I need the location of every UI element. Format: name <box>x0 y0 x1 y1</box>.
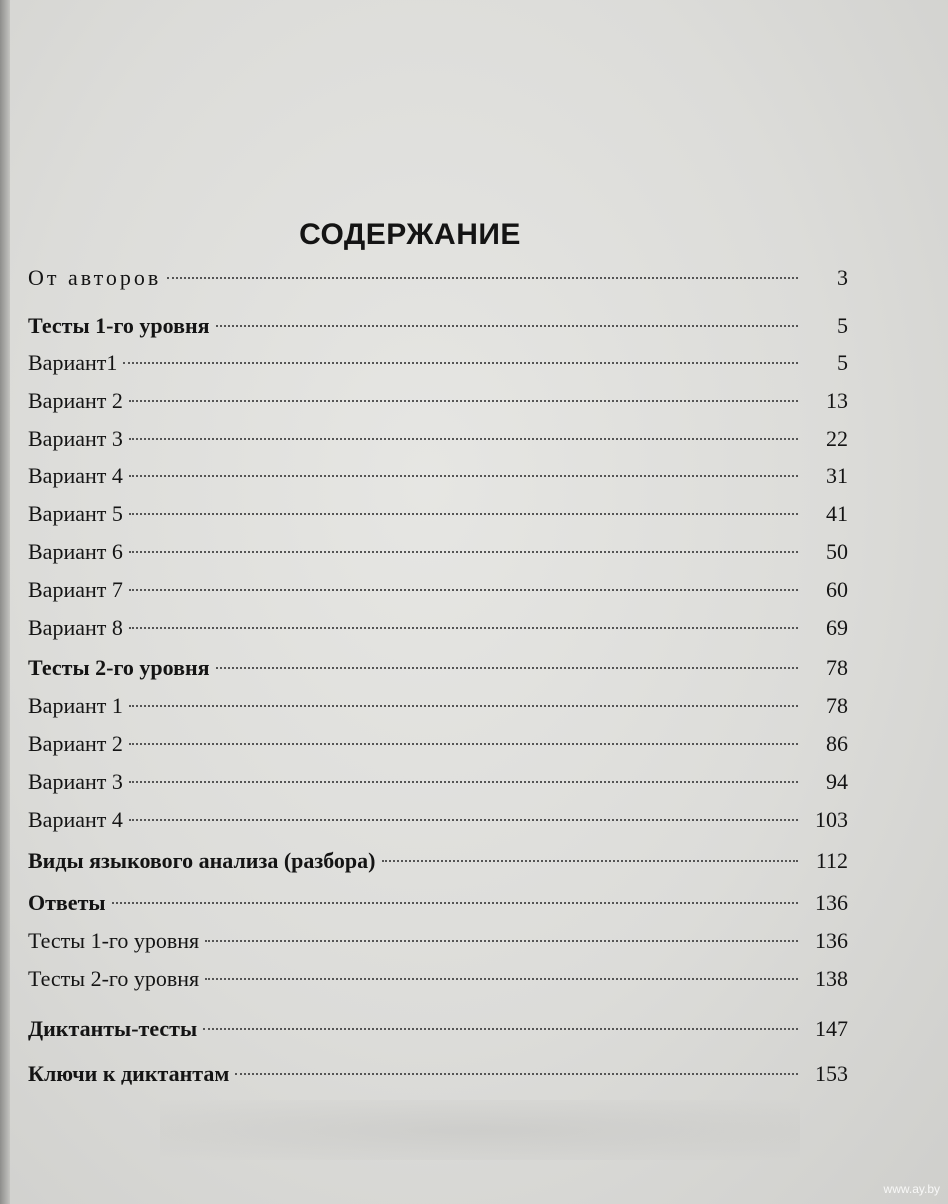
toc-page-number: 136 <box>815 890 848 915</box>
toc-row-answers-level-1 <box>28 926 848 956</box>
toc-row-variant <box>28 691 848 721</box>
toc-leader-dots <box>205 940 798 942</box>
toc-row-variant <box>28 613 848 643</box>
toc-row-tests-level-1 <box>28 311 848 341</box>
toc-row-variant <box>28 575 848 605</box>
toc-leader-dots <box>129 705 798 707</box>
toc-label: Вариант 3 <box>28 769 123 794</box>
toc-row-variant <box>28 461 848 491</box>
toc-leader-dots <box>216 325 798 327</box>
toc-row-language-analysis <box>28 846 848 876</box>
toc-leader-dots <box>129 475 798 477</box>
toc-leader-dots <box>129 627 798 629</box>
toc-leader-dots <box>205 978 798 980</box>
toc-label: Диктанты-тесты <box>28 1016 198 1041</box>
toc-page-number: 50 <box>826 539 848 564</box>
toc-label: Вариант 5 <box>28 501 123 526</box>
toc-row-variant <box>28 729 848 759</box>
toc-page-number: 22 <box>826 426 848 451</box>
toc-row-variant <box>28 537 848 567</box>
toc-row-variant <box>28 348 848 378</box>
toc-label: Вариант 2 <box>28 731 123 756</box>
toc-leader-dots <box>112 902 798 904</box>
toc-page-number: 41 <box>826 501 848 526</box>
toc-label: Вариант 3 <box>28 426 123 451</box>
toc-page-number: 86 <box>826 731 848 756</box>
toc-label: Вариант 4 <box>28 807 123 832</box>
toc-page-number: 5 <box>837 313 848 338</box>
toc-row-answers <box>28 888 848 918</box>
bleed-through-smudge <box>160 1100 800 1160</box>
toc-leader-dots <box>129 743 798 745</box>
toc-page-number: 60 <box>826 577 848 602</box>
toc-page-number: 31 <box>826 463 848 488</box>
toc-page-number: 112 <box>815 848 848 873</box>
toc-leader-dots <box>235 1073 798 1075</box>
page-title: СОДЕРЖАНИЕ <box>299 218 521 251</box>
toc-page-number: 153 <box>815 1061 848 1086</box>
toc-label: Вариант 6 <box>28 539 123 564</box>
toc-leader-dots <box>167 277 798 279</box>
toc-page-number: 147 <box>815 1016 848 1041</box>
toc-label: Вариант 2 <box>28 388 123 413</box>
watermark: www.ay.by <box>883 1182 940 1196</box>
page-edge-shadow <box>0 0 10 1204</box>
toc-leader-dots <box>129 589 798 591</box>
toc-leader-dots <box>216 667 798 669</box>
toc-leader-dots <box>129 781 798 783</box>
toc-row-dictations <box>28 1014 848 1044</box>
toc-label: Вариант 8 <box>28 615 123 640</box>
toc-label: Тесты 1-го уровня <box>28 928 200 953</box>
toc-label: Вариант 7 <box>28 577 123 602</box>
toc-leader-dots <box>129 551 798 553</box>
toc-leader-dots <box>382 860 799 862</box>
toc-leader-dots <box>129 400 798 402</box>
toc-page-number: 138 <box>815 966 848 991</box>
toc-label: Тесты 2-го уровня <box>28 966 200 991</box>
toc-label: Тесты 2-го уровня <box>28 655 210 680</box>
toc-row-answers-level-2 <box>28 964 848 994</box>
toc-row-variant <box>28 805 848 835</box>
toc-row-dictation-keys <box>28 1059 848 1089</box>
toc-label: Ключи к диктантам <box>28 1061 230 1086</box>
toc-label: Виды языкового анализа (разбора) <box>28 848 376 873</box>
toc-row-variant <box>28 386 848 416</box>
toc-row-from-authors <box>28 263 848 293</box>
toc-row-variant <box>28 499 848 529</box>
toc-label: Тесты 1-го уровня <box>28 313 210 338</box>
toc-page-number: 103 <box>815 807 848 832</box>
toc-label: Вариант1 <box>28 350 118 375</box>
toc-label: Вариант 4 <box>28 463 123 488</box>
toc-page-number: 78 <box>826 693 848 718</box>
toc-label: Вариант 1 <box>28 693 123 718</box>
toc-leader-dots <box>129 438 798 440</box>
toc-leader-dots <box>129 513 798 515</box>
toc-page-number: 78 <box>826 655 848 680</box>
toc-row-variant <box>28 424 848 454</box>
toc-leader-dots <box>123 362 798 364</box>
toc-page-number: 13 <box>826 388 848 413</box>
toc-page-number: 5 <box>837 350 848 375</box>
toc-label: От авторов <box>28 265 162 290</box>
toc-page-number: 3 <box>837 265 848 290</box>
toc-leader-dots <box>203 1028 798 1030</box>
toc-page-number: 69 <box>826 615 848 640</box>
toc-label: Ответы <box>28 890 106 915</box>
toc-leader-dots <box>129 819 798 821</box>
toc-row-variant <box>28 767 848 797</box>
toc-page-number: 136 <box>815 928 848 953</box>
toc-page-number: 94 <box>826 769 848 794</box>
toc-row-tests-level-2 <box>28 653 848 683</box>
